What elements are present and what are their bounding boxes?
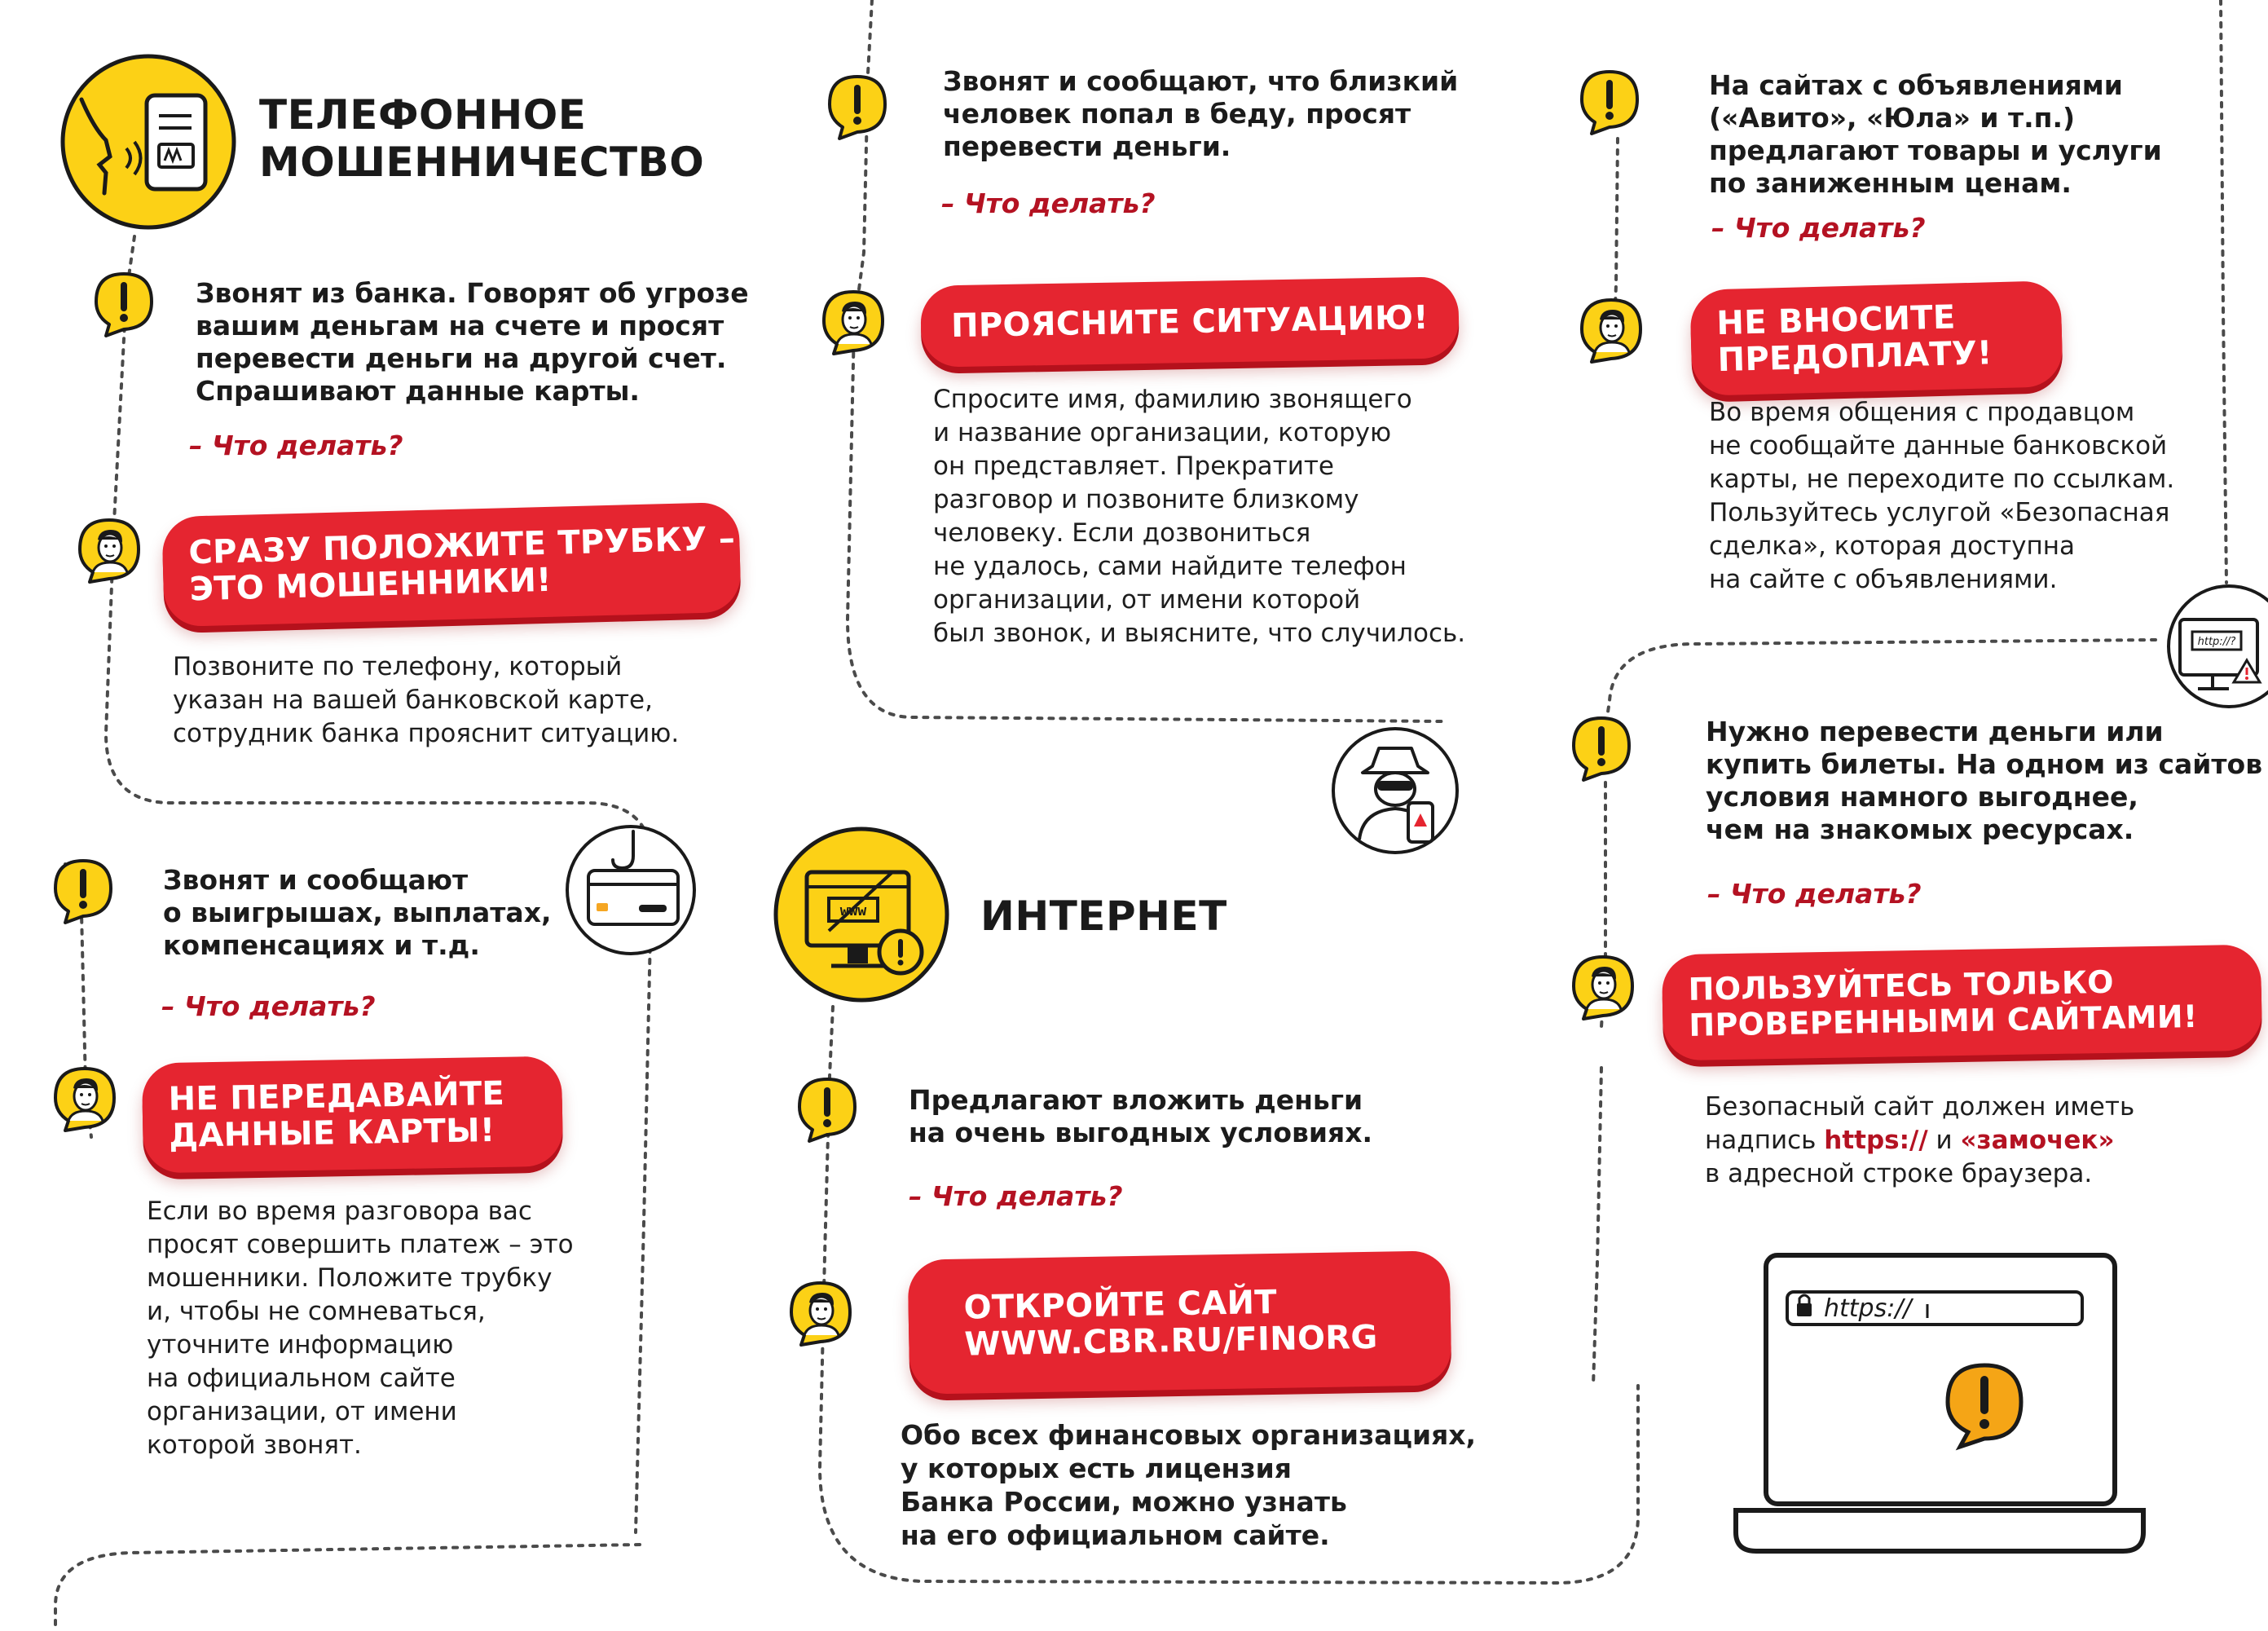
phone-fraud-icon <box>57 51 240 234</box>
man-avatar-icon <box>1577 295 1645 368</box>
phone-case1-what-to-do: – Что делать? <box>189 430 403 461</box>
phone-case3-what-to-do: – Что делать? <box>941 187 1156 219</box>
internet-case1-warning: Предлагают вложить деньги на очень выгодных условиях. <box>909 1084 1373 1148</box>
internet-case1-advice: Обо всех финансовых организациях, у которых есть лицензия Банка России, можно узнать на его официальном сайте. <box>901 1419 1477 1551</box>
internet-case2-advice: Во время общения с продавцом не сообщайте данные банковской карты, не переходите по ссылкам. Пользуйтесь услугой «Безопасная сделка», которая доступна на сайте с объявлениями. <box>1709 398 2175 594</box>
https-highlight: https:// <box>1824 1126 1928 1155</box>
man-avatar-icon <box>51 1064 119 1136</box>
exclamation-bubble-icon <box>795 1074 865 1148</box>
phone-case1-banner: СРАЗУ ПОЛОЖИТЕ ТРУБКУ – ЭТО МОШЕННИКИ! <box>161 502 741 627</box>
phone-section-title: ТЕЛЕФОННОЕ МОШЕННИЧЕСТВО <box>259 91 705 186</box>
internet-section-title: ИНТЕРНЕТ <box>980 893 1227 940</box>
man-avatar-icon <box>786 1278 855 1351</box>
internet-case1-banner: ОТКРОЙТЕ САЙТ WWW.CBR.RU/FINORG <box>908 1250 1452 1395</box>
internet-fraud-icon <box>770 823 953 1007</box>
exclamation-bubble-icon <box>1577 67 1647 141</box>
internet-case3-advice: Безопасный сайт должен иметь надпись https:// и «замочек» в адресной строке браузера. <box>1705 1092 2135 1188</box>
suspicious-link-monitor-icon <box>2156 583 2268 709</box>
phone-case2-banner: НЕ ПЕРЕДАВАЙТЕ ДАННЫЕ КАРТЫ! <box>142 1056 563 1174</box>
phone-case3-advice: Спросите имя, фамилию звонящего и название организации, которую он представляет. Прекратите разговор и позвоните близкому человеку. Если дозвониться не удалось, сами найдите телефон организации, от имени которой был звонок, и выясните, что случилось. <box>933 385 1466 648</box>
phone-case1-warning: Звонят из банка. Говорят об угрозе вашим деньгам на счете и просят перевести деньги на другой счет. Спрашивают данные карты. <box>196 277 749 407</box>
lock-highlight: «замочек» <box>1960 1126 2115 1155</box>
phone-case2-advice: Если во время разговора вас просят совершить платеж – это мошенники. Положите трубку и, чтобы не сомневаться, уточните информацию на официальном сайте организации, от имени которой звонят. <box>147 1197 574 1460</box>
exclamation-bubble-icon <box>1569 713 1639 787</box>
internet-case3-banner: ПОЛЬЗУЙТЕСЬ ТОЛЬКО ПРОВЕРЕННЫМИ САЙТАМИ! <box>1662 945 2262 1061</box>
internet-case2-warning: На сайтах с объявлениями («Авито», «Юла» и т.п.) предлагают товары и услуги по заниженным ценам. <box>1709 69 2162 199</box>
phone-case1-advice: Позвоните по телефону, который указан на вашей банковской карте, сотрудник банка прояснит ситуацию. <box>173 652 680 748</box>
laptop-url-label: https:// <box>1824 1294 1912 1323</box>
internet-case2-what-to-do: – Что делать? <box>1711 212 1926 244</box>
exclamation-bubble-icon <box>51 856 121 930</box>
secure-laptop-icon <box>1732 1251 2147 1557</box>
phone-case3-warning: Звонят и сообщают, что близкий человек попал в беду, просят перевести деньги. <box>943 65 1459 162</box>
internet-case3-warning: Нужно перевести деньги или купить билеты. На одном из сайтов условия намного выгоднее, чем на знакомых ресурсах. <box>1706 716 2263 845</box>
man-avatar-icon <box>75 515 143 588</box>
exclamation-bubble-icon <box>91 269 161 343</box>
man-avatar-icon <box>819 287 887 359</box>
exclamation-bubble-icon <box>825 72 895 146</box>
phone-case2-what-to-do: – Что делать? <box>161 990 376 1022</box>
phone-case2-warning: Звонят и сообщают о выигрышах, выплатах, компенсациях и т.д. <box>163 864 552 961</box>
internet-case3-what-to-do: – Что делать? <box>1707 878 1922 910</box>
hooked-card-icon <box>564 823 698 958</box>
phone-case3-banner: ПРОЯСНИТЕ СИТУАЦИЮ! <box>920 276 1460 368</box>
man-avatar-icon <box>1569 952 1637 1025</box>
internet-case2-banner: НЕ ВНОСИТЕ ПРЕДОПЛАТУ! <box>1689 280 2063 396</box>
hacker-icon <box>1330 725 1460 856</box>
www-label: www <box>839 902 867 919</box>
internet-case1-what-to-do: – Что делать? <box>909 1180 1123 1212</box>
http-label: http://? <box>2197 636 2236 648</box>
